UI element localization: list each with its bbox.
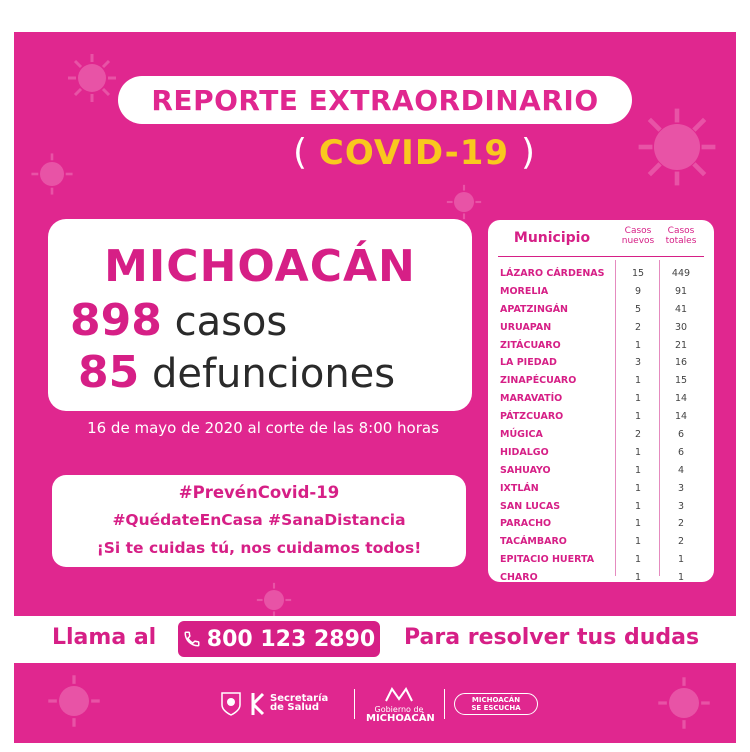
table-row: [488, 445, 714, 463]
table-row: [488, 373, 714, 391]
gobierno-logo-icon: [384, 687, 414, 703]
gobierno-line1: Gobierno de: [374, 705, 424, 714]
report-date: 16 de mayo de 2020 al corte de las 8:00 horas: [87, 419, 439, 437]
virus-decoration-icon: [64, 50, 120, 106]
table-row: [488, 499, 714, 517]
deaths-label: defunciones: [151, 351, 396, 397]
covid-label: COVID-19: [318, 133, 510, 173]
salud-line2: de Salud: [270, 702, 320, 713]
new-cases-value: 15: [631, 268, 645, 279]
call-label: Llama al: [52, 625, 157, 650]
header-municipio: Municipio: [513, 230, 591, 246]
municipality-name: CHARO: [500, 572, 538, 584]
footer-divider: [444, 689, 445, 719]
cases-line: [70, 295, 287, 346]
hashtag-prevent: #PrevénCovid-19: [178, 483, 340, 502]
header-total-cases: Casos totales: [665, 226, 697, 246]
covid-heading: [144, 132, 684, 173]
salud-logo-icon: [250, 691, 266, 717]
municipality-name: ZITÁCUARO: [500, 339, 561, 351]
new-cases-value: 2: [634, 321, 642, 333]
table-row: [488, 463, 714, 481]
municipality-name: HIDALGO: [500, 446, 549, 458]
header-new-cases: Casos nuevos: [621, 226, 655, 246]
new-cases-value: 1: [634, 536, 642, 548]
poster-background: [14, 32, 736, 616]
municipality-name: ZINAPÉCUARO: [500, 375, 577, 387]
phone-number-button[interactable]: [178, 621, 380, 657]
table-row: [488, 552, 714, 570]
hashtag-stay-home: #QuédateEnCasa #SanaDistancia: [112, 511, 406, 529]
table-row: [488, 409, 714, 427]
table-row: [488, 427, 714, 445]
table-row: [488, 338, 714, 356]
footer-divider: [354, 689, 355, 719]
gobierno-logo-text: [366, 705, 435, 724]
table-row: [488, 320, 714, 338]
new-cases-value: 1: [634, 411, 642, 423]
municipality-name: URUAPAN: [500, 321, 552, 333]
new-cases-value: 5: [634, 303, 642, 315]
municipality-name: IXTLÁN: [500, 482, 539, 494]
total-cases-value: 14: [674, 393, 688, 405]
municipality-name: MARAVATÍO: [500, 393, 563, 405]
slogan: ¡Si te cuidas tú, nos cuidamos todos!: [96, 539, 422, 557]
municipality-name: TACÁMBARO: [500, 536, 567, 548]
new-cases-value: 1: [634, 339, 642, 351]
virus-decoration-icon: [444, 182, 484, 222]
virus-decoration-icon: [254, 580, 294, 616]
table-row: [488, 516, 714, 534]
table-row: [488, 302, 714, 320]
total-cases-value: 1: [677, 572, 685, 584]
total-cases-value: 6: [677, 429, 685, 441]
table-row: [488, 266, 714, 284]
report-title: REPORTE EXTRAORDINARIO: [118, 76, 632, 124]
new-cases-value: 3: [634, 357, 642, 369]
total-cases-value: 41: [674, 303, 688, 315]
total-cases-value: 15: [674, 375, 688, 387]
new-cases-value: 1: [634, 375, 642, 387]
total-cases-value: 3: [677, 500, 685, 512]
municipality-name: MORELIA: [500, 285, 549, 297]
phone-number: 800 123 2890: [206, 626, 376, 652]
escucha-logo-text: [464, 696, 528, 712]
total-cases-value: 3: [677, 482, 685, 494]
table-row: [488, 534, 714, 552]
salud-logo-text: [270, 694, 328, 712]
cases-count: 898: [70, 295, 162, 346]
new-cases-value: 1: [634, 464, 642, 476]
new-cases-value: 1: [634, 554, 642, 566]
new-cases-value: 9: [634, 285, 642, 297]
escucha-line2: SE ESCUCHA: [471, 704, 521, 712]
table-row: [488, 481, 714, 499]
paren-close: ): [520, 132, 535, 173]
municipality-name: PÁTZCUARO: [500, 411, 564, 423]
total-cases-value: 14: [674, 411, 688, 423]
total-cases-value: 2: [677, 536, 685, 548]
total-cases-value: 1: [677, 554, 685, 566]
total-cases-value: 4: [677, 464, 685, 476]
municipality-name: SAHUAYO: [500, 464, 551, 476]
deaths-line: [78, 347, 395, 398]
paren-open: (: [293, 132, 308, 173]
phone-icon: [183, 630, 201, 648]
state-seal-icon: [220, 691, 242, 717]
new-cases-value: 1: [634, 482, 642, 494]
total-cases-value: 449: [671, 268, 691, 279]
hashtag-card: [52, 475, 466, 567]
new-cases-value: 1: [634, 518, 642, 530]
deaths-count: 85: [78, 347, 140, 398]
municipality-name: MÚGICA: [500, 429, 543, 441]
stats-card: [48, 219, 472, 411]
new-cases-value: 2: [634, 429, 642, 441]
municipality-name: SAN LUCAS: [500, 500, 561, 512]
municipality-name: PARACHO: [500, 518, 552, 530]
municipality-name: APATZINGÁN: [500, 303, 569, 315]
total-cases-value: 16: [674, 357, 688, 369]
table-header-divider: [498, 256, 704, 257]
state-name: MICHOACÁN: [104, 241, 416, 292]
gobierno-line2: MICHOACÁN: [366, 713, 435, 724]
total-cases-value: 21: [674, 339, 688, 351]
new-cases-value: 1: [634, 446, 642, 458]
table-row: [488, 570, 714, 588]
total-cases-value: 6: [677, 446, 685, 458]
cases-label: casos: [174, 299, 288, 345]
resolve-label: Para resolver tus dudas: [404, 625, 700, 650]
total-cases-value: 91: [674, 285, 688, 297]
new-cases-value: 1: [634, 500, 642, 512]
new-cases-value: 1: [634, 572, 642, 584]
municipality-table: [488, 220, 714, 582]
total-cases-value: 2: [677, 518, 685, 530]
virus-decoration-icon: [28, 150, 76, 198]
table-row: [488, 284, 714, 302]
table-row: [488, 391, 714, 409]
total-cases-value: 30: [674, 321, 688, 333]
municipality-name: EPITACIO HUERTA: [500, 554, 595, 566]
footer: [14, 663, 736, 743]
salud-line1: Secretaría: [270, 693, 329, 704]
municipality-name: LA PIEDAD: [500, 357, 557, 369]
table-body: [488, 266, 714, 588]
virus-decoration-icon: [44, 671, 104, 731]
escucha-line1: MICHOACÁN: [471, 696, 521, 704]
new-cases-value: 1: [634, 393, 642, 405]
virus-decoration-icon: [654, 673, 714, 733]
municipality-name: LÁZARO CÁRDENAS: [500, 268, 605, 279]
table-row: [488, 355, 714, 373]
hotline-bar: [0, 617, 750, 663]
